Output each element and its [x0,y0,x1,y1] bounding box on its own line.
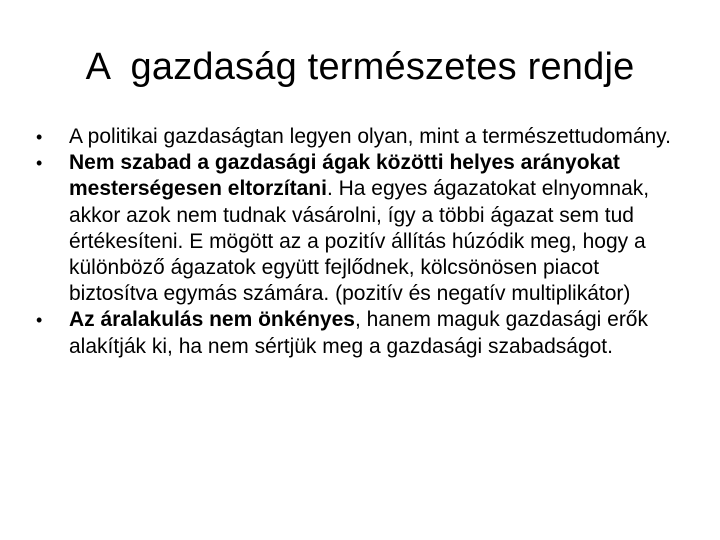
bullet-dot-icon: • [36,310,43,331]
bullet-text: A politikai gazdaságtan legyen olyan, mint a természettudomány. [69,125,671,148]
slide-body [36,124,681,360]
slide-title: A gazdaság természetes rendje [85,46,635,88]
bullet-bold-text: Az áralakulás nem önkényes [69,308,355,332]
bullet-bold-text: Nem szabad a gazdasági ágak közötti helyes arányokat mesterségesen eltorzítani [69,151,620,201]
bullet-item [36,124,681,150]
bullet-list [36,124,681,360]
bullet-text: . Ha egyes ágazatokat elnyomnak, akkor azok nem tudnak vásárolni, így a többi ágazat sem tud értékesíteni. E mögött az a pozitív állítás húzódik meg, hogy a különböző ágazatok együtt fejlődnek, kölcsönösen piacot biztosítva egymás számára. (pozitív és negatív multiplikátor) [69,177,650,306]
bullet-item [36,150,681,307]
bullet-dot-icon: • [36,153,43,174]
bullet-text: , hanem maguk gazdasági erők alakítják ki, ha nem sértjük meg a gazdasági szabadságot. [69,308,648,358]
bullet-item [36,307,681,359]
bullet-dot-icon: • [36,127,43,147]
